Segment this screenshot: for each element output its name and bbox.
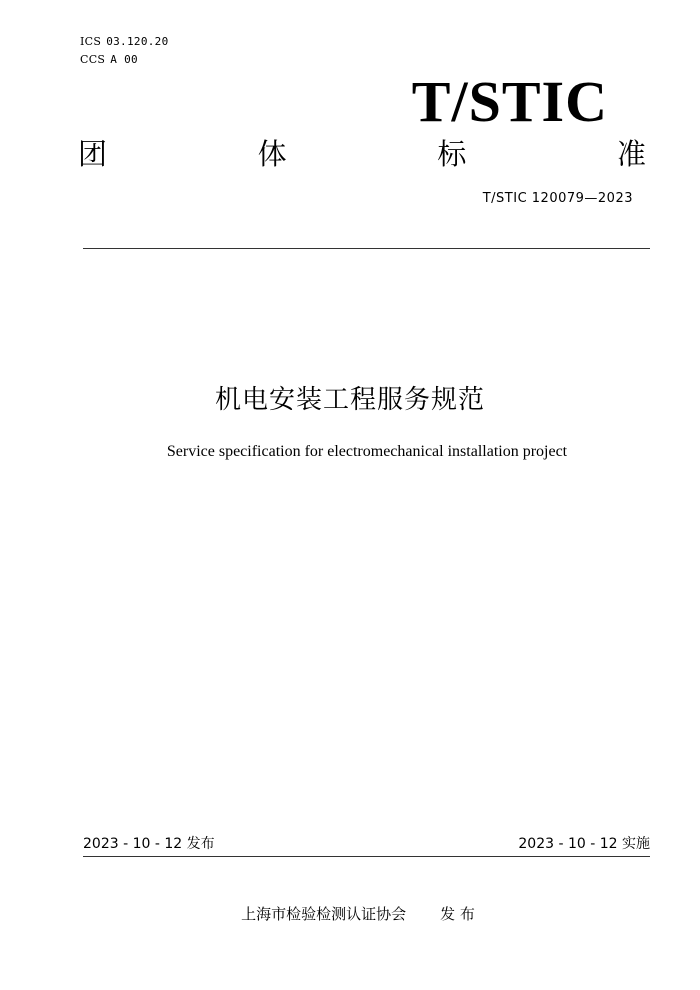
standard-type-char: 准: [616, 137, 646, 171]
title-chinese: 机电安装工程服务规范: [214, 385, 485, 415]
ics-label: ICS: [80, 35, 102, 48]
standard-type-char: 标: [437, 137, 467, 171]
standard-type-char: 团: [78, 137, 108, 171]
implementation-date: 2023 - 10 - 12 实施: [518, 836, 650, 852]
issue-date: 2023 - 10 - 12 发布: [83, 836, 215, 852]
ccs-code: [80, 53, 138, 66]
standard-type-heading: [78, 136, 646, 172]
ccs-label: CCS: [80, 53, 106, 66]
ics-code: [80, 35, 169, 48]
ics-value: 03.120.20: [106, 35, 169, 48]
organization-logo: T/STIC: [411, 69, 608, 134]
standard-number: T/STIC 120079—2023: [482, 191, 633, 206]
publisher-action: 发 布: [440, 905, 475, 923]
publisher-name: 上海市检验检测认证协会: [241, 905, 407, 923]
ccs-value: A 00: [110, 53, 138, 66]
footer-divider: [83, 856, 650, 857]
standard-type-char: 体: [257, 137, 287, 171]
title-english: Service specification for electromechanical installation project: [166, 443, 568, 460]
publisher-line: [0, 903, 700, 925]
header-divider: [83, 248, 650, 249]
